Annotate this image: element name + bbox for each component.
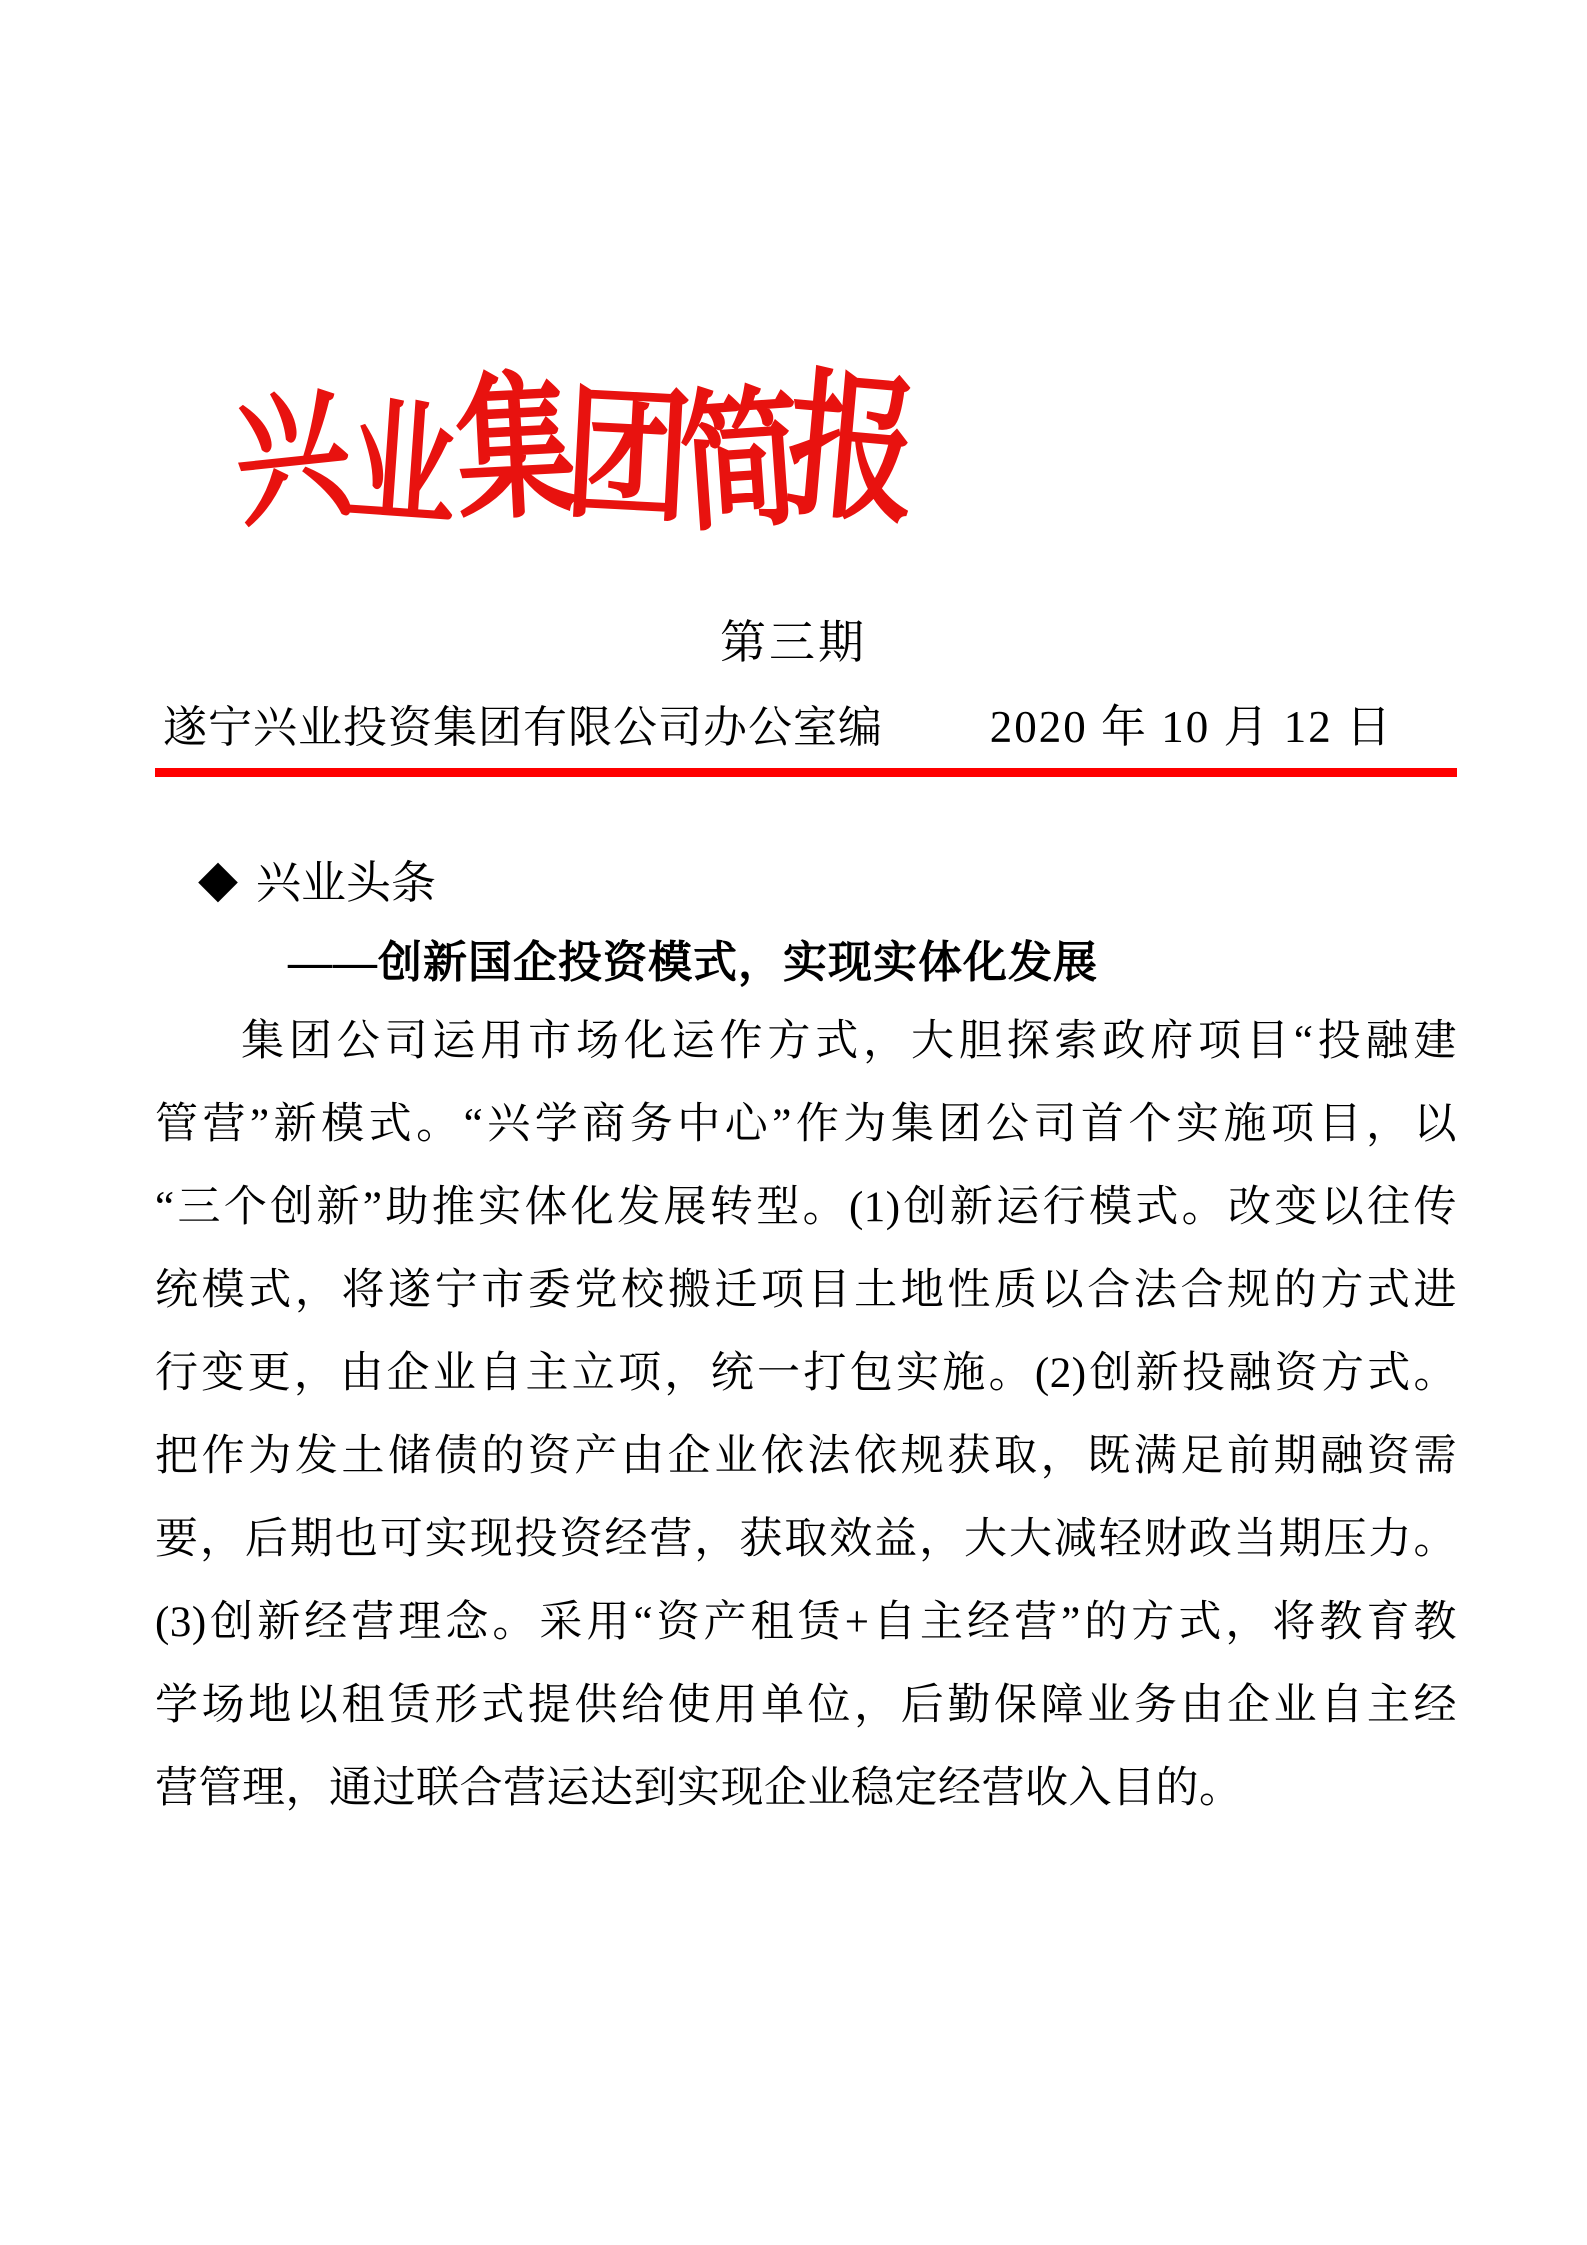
article-headline: ——创新国企投资模式，实现实体化发展 <box>288 938 1098 987</box>
red-divider-line <box>155 768 1457 777</box>
article-line: 把作为发土储债的资产由企业依法依规获取，既满足前期融资需 <box>155 1433 1457 1480</box>
section-title: 兴业头条 <box>256 857 437 908</box>
article-line: 学场地以租赁形式提供给使用单位，后勤保障业务由企业自主经 <box>155 1682 1457 1729</box>
masthead-title-char: 兴 <box>226 368 351 549</box>
masthead-title-char: 业 <box>343 382 455 548</box>
diamond-bullet-icon: ◆ <box>198 849 238 908</box>
editor-row <box>163 690 1455 755</box>
publication-date: 2020 年 10 月 12 日 <box>989 702 1393 752</box>
article-line: 统模式，将遂宁市委党校搬迁项目土地性质以合法合规的方式进 <box>155 1267 1457 1314</box>
section-header <box>198 846 436 911</box>
article-line: (3)创新经营理念。采用“资产租赁+自主经营”的方式，将教育教 <box>155 1599 1457 1646</box>
article-line: 集团公司运用市场化运作方式，大胆探索政府项目“投融建 <box>241 1018 1457 1065</box>
editor-credit: 遂宁兴业投资集团有限公司办公室编 <box>163 703 883 752</box>
masthead-title-char: 团 <box>560 368 687 544</box>
article-line: “三个创新”助推实体化发展转型。(1)创新运行模式。改变以往传 <box>155 1184 1457 1231</box>
article-line: 管营”新模式。“兴学商务中心”作为集团公司首个实施项目，以 <box>155 1101 1457 1148</box>
masthead-title-char: 报 <box>779 350 917 547</box>
article-line: 营管理，通过联合营运达到实现企业稳定经营收入目的。 <box>155 1765 1243 1812</box>
issue-number: 第三期 <box>720 616 867 668</box>
masthead-title-char: 简 <box>674 368 799 554</box>
article-body <box>155 1000 1457 1830</box>
article-line: 行变更，由企业自主立项，统一打包实施。(2)创新投融资方式。 <box>155 1350 1457 1397</box>
article-line: 要，后期也可实现投资经营，获取效益，大大减轻财政当期压力。 <box>155 1516 1457 1563</box>
masthead-title <box>226 350 952 554</box>
masthead-title-char: 集 <box>451 354 573 544</box>
